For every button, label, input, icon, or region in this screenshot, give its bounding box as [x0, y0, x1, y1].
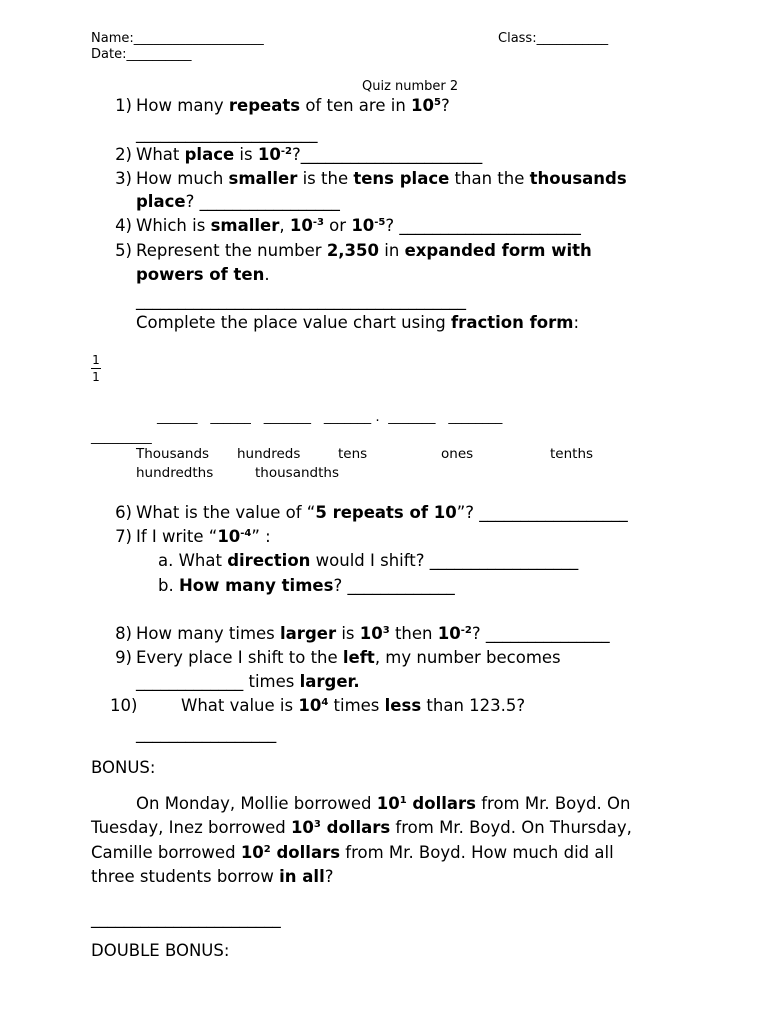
fraction-denominator: 1	[92, 370, 100, 384]
date-blank[interactable]: __________	[126, 47, 192, 62]
question-1: 1) How many repeats of ten are in $10^5$?	[115, 96, 450, 115]
question-2: 2) What place is $10^{-2}?\_\_\_\_\_\_\_\_\_\_\_\_\_\_\_\_\_\_\_\_\_\_$	[115, 145, 483, 164]
date-line	[91, 47, 191, 62]
answer-blank-10[interactable]: _________________	[136, 724, 277, 743]
class-blank[interactable]: ___________	[536, 31, 609, 46]
question-10: 10) What value is $10^4$ times less than 123.5?	[110, 696, 526, 715]
answer-blank-9[interactable]: _____________	[136, 672, 244, 691]
class-label: Class:	[498, 31, 537, 46]
bonus-line-3: Camille borrowed $10^2$ dollars from Mr. Boyd. How much did all	[91, 843, 614, 862]
place-value-blanks[interactable]: ______ ______ _______ _______ . _______ ________	[157, 409, 503, 425]
double-bonus-title: DOUBLE BONUS:	[91, 941, 230, 960]
date-label: Date:	[91, 47, 127, 62]
name-label: Name:	[91, 31, 134, 46]
bonus-line-1: On Monday, Mollie borrowed $10^1$ dollars from Mr. Boyd. On	[136, 794, 631, 813]
name-line	[91, 31, 264, 46]
class-line	[498, 31, 608, 46]
question-8: 8) How many times larger is $10^3$ then $10^{-2}$? _______________	[115, 624, 610, 643]
answer-blank-6[interactable]: __________________	[479, 503, 628, 522]
answer-blank-7a[interactable]: __________________	[429, 551, 579, 570]
question-7: 7) If I write “$10^{-4}$” :	[115, 527, 271, 546]
answer-blank-7b[interactable]: _____________	[347, 576, 455, 595]
question-5-cont: powers of ten.	[136, 265, 270, 284]
label-hundreds: hundreds	[237, 446, 301, 462]
label-tens: tens	[338, 446, 368, 462]
answer-blank-8[interactable]: _______________	[485, 624, 610, 643]
bonus-title: BONUS:	[91, 758, 156, 777]
question-6: 6) What is the value of “5 repeats of 10”? __________________	[115, 503, 628, 522]
question-9: 9) Every place I shift to the left, my number becomes	[115, 648, 561, 667]
answer-blank-1[interactable]: ______________________	[136, 124, 318, 143]
question-9-cont: _____________ times larger.	[136, 672, 360, 691]
chart-instruction: Complete the place value chart using fraction form:	[136, 313, 580, 332]
answer-blank-4[interactable]: ______________________	[399, 216, 581, 235]
label-thousands: Thousands	[136, 446, 210, 462]
bonus-answer-blank[interactable]: _______________________	[91, 909, 281, 928]
question-3: 3) How much smaller is the tens place than the thousands	[115, 169, 627, 188]
label-hundredths: hundredths	[136, 465, 214, 481]
answer-blank-5[interactable]: ________________________________________	[136, 291, 466, 310]
bonus-line-2: Tuesday, Inez borrowed $10^3$ dollars from Mr. Boyd. On Thursday,	[91, 818, 632, 837]
question-3-cont: place? _________________	[136, 192, 340, 211]
place-value-blank-last[interactable]: _________	[91, 429, 152, 445]
label-thousandths: thousandths	[255, 465, 339, 481]
label-ones: ones	[441, 446, 474, 462]
bonus-line-4: three students borrow in all?	[91, 867, 334, 886]
answer-blank-3[interactable]: _________________	[199, 192, 340, 211]
answer-blank-2[interactable]: ______________________	[300, 145, 483, 164]
name-blank[interactable]: ____________________	[133, 31, 264, 46]
question-7b: b. How many times? _____________	[158, 576, 455, 595]
question-4: 4) Which is smaller, $10^{-3}$ or $10^{-5}$? ______________________	[115, 216, 581, 235]
question-7a: a. What direction would I shift? __________________	[158, 551, 579, 570]
quiz-title: Quiz number 2	[362, 79, 459, 94]
fraction-one	[91, 353, 101, 384]
fraction-bar	[91, 368, 101, 369]
question-5: 5) Represent the number 2,350 in expanded form with	[115, 241, 592, 260]
label-tenths: tenths	[550, 446, 594, 462]
fraction-numerator: 1	[92, 353, 100, 367]
